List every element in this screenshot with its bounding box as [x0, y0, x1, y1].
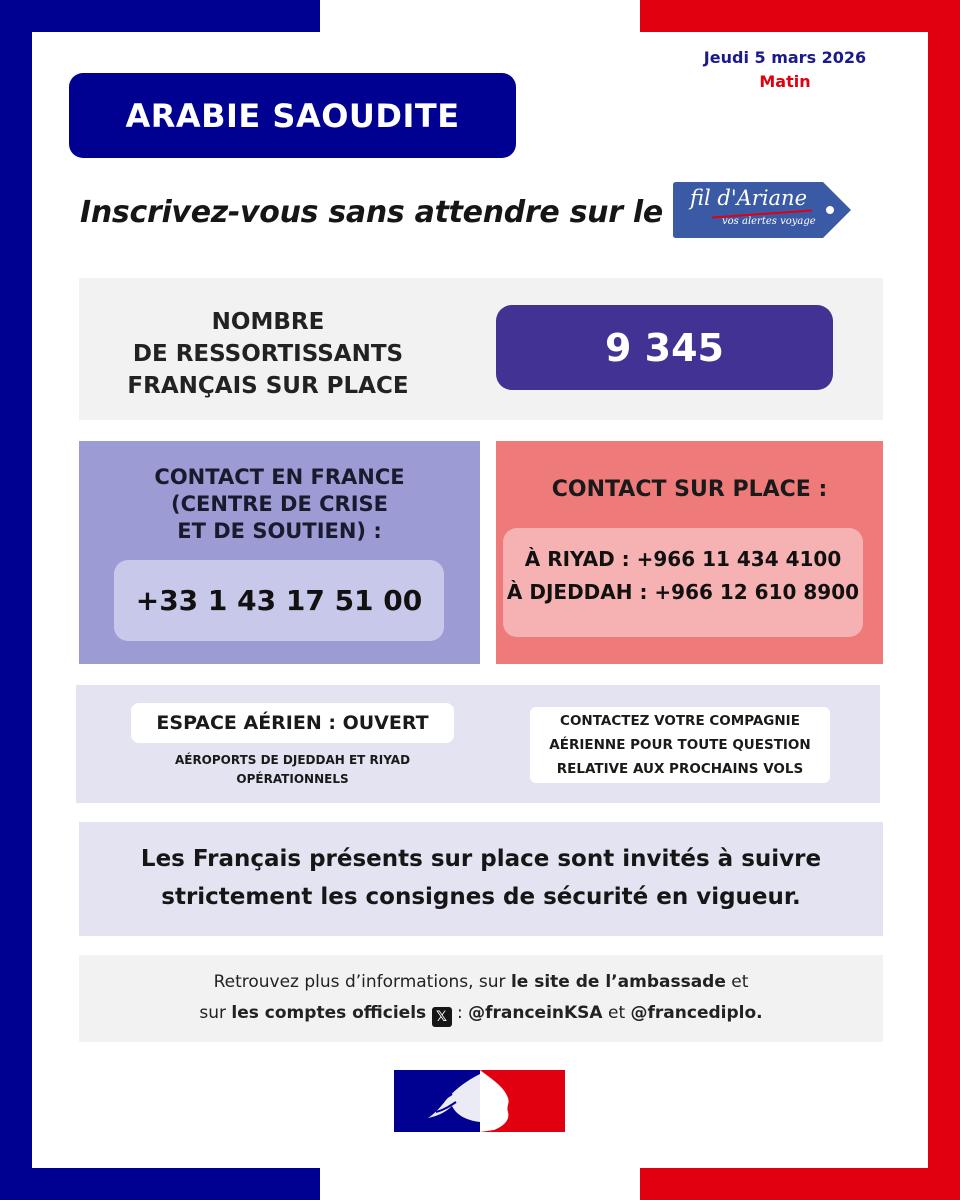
nationals-label-line: DE RESSORTISSANTS	[132, 341, 404, 367]
contact-djeddah-phone[interactable]: À DJEDDAH : +966 12 610 8900	[506, 580, 860, 604]
registration-text: Inscrivez-vous sans attendre sur le	[80, 195, 663, 230]
handle-francediplo-link[interactable]: @francediplo.	[630, 1003, 763, 1023]
contact-local-title: CONTACT SUR PLACE :	[551, 477, 828, 502]
official-accounts-label: les comptes officiels	[231, 1003, 427, 1023]
embassy-site-link[interactable]: le site de l’ambassade	[510, 972, 726, 992]
nationals-label-line: NOMBRE	[211, 309, 325, 335]
info-separator: :	[451, 1003, 469, 1023]
contact-france-title	[79, 464, 480, 545]
safety-line: Les Français présents sur place sont invités à suivre	[140, 846, 822, 872]
date-text: Jeudi 5 mars 2026	[703, 48, 867, 67]
airline-contact-box	[530, 707, 830, 783]
airline-line: AÉRIENNE POUR TOUTE QUESTION	[549, 737, 811, 753]
contact-france-title-line: (CENTRE DE CRISE	[170, 492, 389, 516]
marianne-logo-icon	[394, 1070, 565, 1132]
fil-ariane-tagline: vos alertes voyage	[722, 216, 816, 227]
fil-ariane-brand[interactable]: fil d'Ariane	[690, 186, 808, 210]
contact-riyad-phone[interactable]: À RIYAD : +966 11 434 4100	[524, 547, 842, 571]
nationals-count: 9 345	[496, 305, 833, 390]
info-prefix: sur	[199, 1003, 232, 1023]
contact-france-title-line: ET DE SOUTIEN) :	[177, 519, 382, 543]
time-of-day-text: Matin	[759, 72, 811, 91]
nationals-label	[100, 306, 436, 402]
contact-france-phone[interactable]: +33 1 43 17 51 00	[114, 560, 444, 641]
info-text	[79, 967, 883, 1029]
date-block	[690, 46, 880, 94]
nationals-label-line: FRANÇAIS SUR PLACE	[127, 373, 409, 399]
contact-france-title-line: CONTACT EN FRANCE	[154, 465, 405, 489]
info-prefix: Retrouvez plus d’informations, sur	[213, 972, 511, 992]
handle-franceinksa-link[interactable]: @franceinKSA	[468, 1003, 603, 1023]
airports-line: AÉROPORTS DE DJEDDAH ET RIYAD	[174, 753, 411, 767]
info-suffix: et	[725, 972, 749, 992]
airports-status-text	[131, 751, 454, 789]
info-line-1	[79, 967, 883, 998]
airspace-status-badge: ESPACE AÉRIEN : OUVERT	[131, 703, 454, 743]
safety-line: strictement les consignes de sécurité en vigueur.	[161, 884, 801, 910]
airline-line: RELATIVE AUX PROCHAINS VOLS	[556, 761, 804, 777]
country-banner: ARABIE SAOUDITE	[69, 73, 516, 158]
safety-message	[79, 840, 883, 916]
x-logo-icon[interactable]: 𝕏	[432, 1007, 452, 1027]
airline-line: CONTACTEZ VOTRE COMPAGNIE	[560, 713, 800, 729]
info-line-2	[79, 998, 883, 1029]
info-joiner: et	[602, 1003, 631, 1023]
airports-line: OPÉRATIONNELS	[236, 772, 349, 786]
